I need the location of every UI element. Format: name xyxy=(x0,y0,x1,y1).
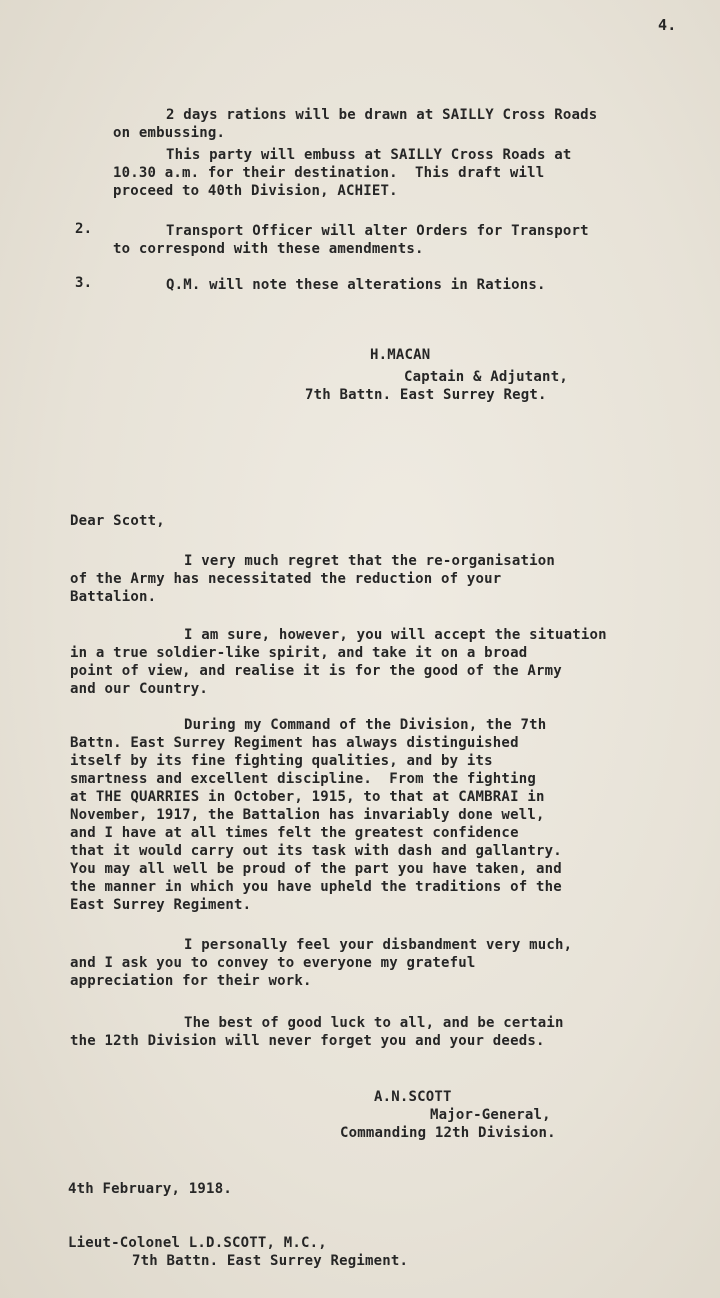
letter-para1-line: Battalion. xyxy=(70,589,157,605)
letter-para3-line: During my Command of the Division, the 7th xyxy=(184,717,547,733)
letter-para3-line: itself by its fine fighting qualities, and by its xyxy=(70,753,493,769)
orders-para2-number: 2. xyxy=(75,221,93,237)
letter-para3-line: that it would carry out its task with dash and gallantry. xyxy=(70,843,562,859)
letter-date: 4th February, 1918. xyxy=(68,1181,232,1197)
letter-para3-line: November, 1917, the Battalion has invariably done well, xyxy=(70,807,545,823)
orders-para1-line: on embussing. xyxy=(113,125,226,141)
letter-para5-line: The best of good luck to all, and be certain xyxy=(184,1015,564,1031)
letter-para4-line: I personally feel your disbandment very much, xyxy=(184,937,573,953)
orders-para3-number: 3. xyxy=(75,275,93,291)
letter-para2-line: I am sure, however, you will accept the situation xyxy=(184,627,607,643)
letter-para3-line: and I have at all times felt the greatest confidence xyxy=(70,825,519,841)
orders-para1-line: proceed to 40th Division, ACHIET. xyxy=(113,183,398,199)
letter-para4-line: and I ask you to convey to everyone my grateful xyxy=(70,955,476,971)
letter-para1-line: I very much regret that the re-organisation xyxy=(184,553,556,569)
signature2-name: A.N.SCOTT xyxy=(374,1089,452,1105)
addressee-line2: 7th Battn. East Surrey Regiment. xyxy=(132,1253,409,1269)
signature2-rank: Major-General, xyxy=(430,1107,551,1123)
letter-salutation: Dear Scott, xyxy=(70,513,165,529)
orders-para1-line: This party will embuss at SAILLY Cross Roads at xyxy=(166,147,572,163)
letter-para4-line: appreciation for their work. xyxy=(70,973,312,989)
letter-para3-line: at THE QUARRIES in October, 1915, to that at CAMBRAI in xyxy=(70,789,545,805)
addressee-line1: Lieut-Colonel L.D.SCOTT, M.C., xyxy=(68,1235,327,1251)
orders-para2-line: to correspond with these amendments. xyxy=(113,241,424,257)
letter-para1-line: of the Army has necessitated the reduction of your xyxy=(70,571,502,587)
letter-para3-line: You may all well be proud of the part you have taken, and xyxy=(70,861,562,877)
letter-para3-line: smartness and excellent discipline. From the fighting xyxy=(70,771,536,787)
letter-para2-line: in a true soldier-like spirit, and take it on a broad xyxy=(70,645,528,661)
letter-para2-line: point of view, and realise it is for the good of the Army xyxy=(70,663,562,679)
signature1-name: H.MACAN xyxy=(370,347,431,363)
orders-para3-line: Q.M. will note these alterations in Rations. xyxy=(166,277,546,293)
page-number: 4. xyxy=(658,16,677,34)
signature1-unit: 7th Battn. East Surrey Regt. xyxy=(305,387,547,403)
orders-para1-line: 2 days rations will be drawn at SAILLY Cross Roads xyxy=(166,107,598,123)
orders-para2-line: Transport Officer will alter Orders for Transport xyxy=(166,223,589,239)
signature1-rank: Captain & Adjutant, xyxy=(404,369,568,385)
letter-para5-line: the 12th Division will never forget you and your deeds. xyxy=(70,1033,545,1049)
letter-para3-line: East Surrey Regiment. xyxy=(70,897,252,913)
orders-para1-line: 10.30 a.m. for their destination. This draft will xyxy=(113,165,545,181)
letter-para3-line: Battn. East Surrey Regiment has always distinguished xyxy=(70,735,519,751)
letter-para2-line: and our Country. xyxy=(70,681,209,697)
signature2-command: Commanding 12th Division. xyxy=(340,1125,556,1141)
letter-para3-line: the manner in which you have upheld the traditions of the xyxy=(70,879,562,895)
